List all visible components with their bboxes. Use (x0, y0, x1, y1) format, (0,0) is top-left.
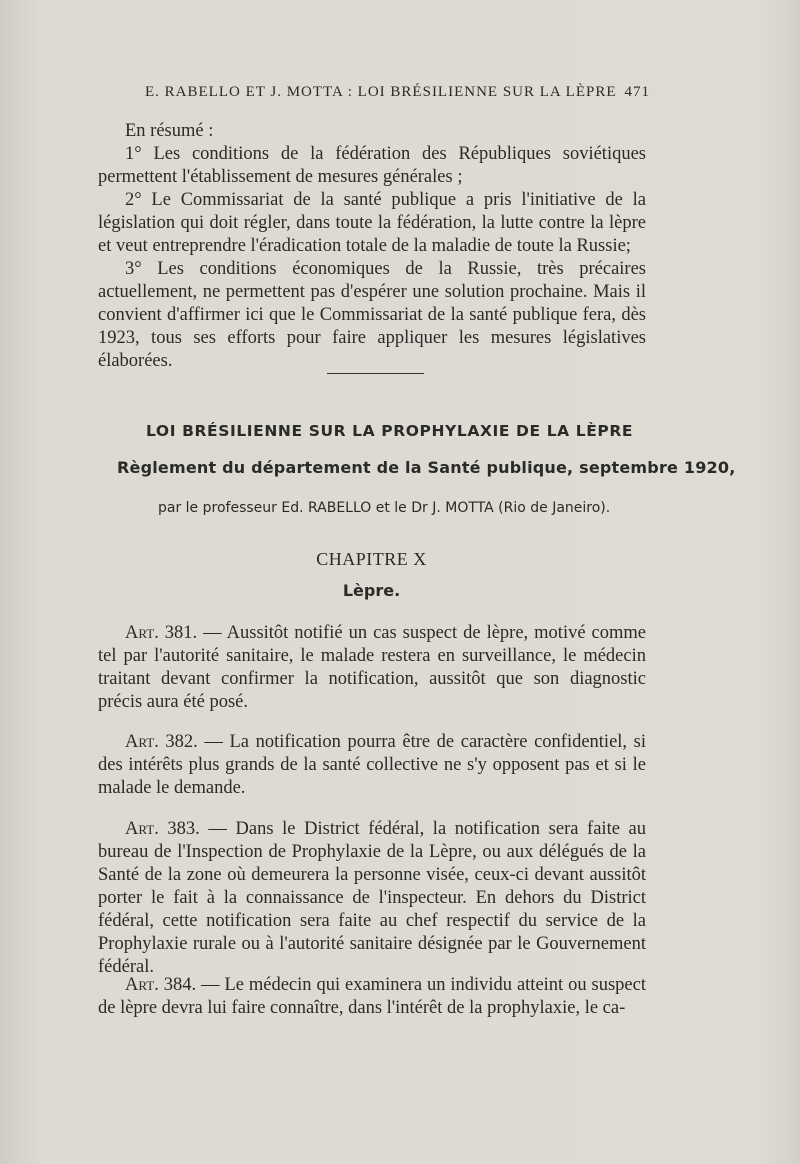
chapter-title: CHAPITRE X (316, 549, 427, 569)
article-383 (98, 818, 646, 979)
article-text: — La notification pourra être de caractère confidentiel, si des intérêts plus grands de la santé collective ne s'y opposent pas et si le malade le demande. (98, 732, 646, 798)
summary-item: 2° Le Commissariat de la santé publique a pris l'initiative de la législation qui doit régler, dans toute la fédération, la lutte contre la lèpre et veut entreprendre l'éradication totale de la maladie de toute la Russie; (98, 190, 646, 256)
summary-block (98, 120, 646, 373)
article-381 (98, 622, 646, 714)
section-authors: par le professeur Ed. RABELLO et le Dr J. MOTTA (Rio de Janeiro). (158, 500, 611, 516)
summary-item: 1° Les conditions de la fédération des Républiques soviétiques permettent l'établissement de mesures générales ; (98, 144, 646, 187)
article-384 (98, 974, 646, 1020)
section-subtitle: Règlement du département de la Santé publique, septembre 1920, (117, 458, 736, 477)
running-title: E. RABELLO ET J. MOTTA : LOI BRÉSILIENNE SUR LA LÈPRE (145, 84, 617, 100)
article-label: Art. 381. (125, 623, 198, 643)
section-divider (327, 373, 424, 374)
page-number: 471 (624, 84, 650, 100)
summary-intro: En résumé : (125, 121, 214, 141)
chapter-subtitle: Lèpre. (342, 581, 401, 600)
article-text: — Le médecin qui examinera un individu atteint ou suspect de lèpre devra lui faire connaître, dans l'intérêt de la prophylaxie, le ca- (98, 975, 646, 1018)
summary-item: 3° Les conditions économiques de la Russie, très précaires actuellement, ne permettent pas d'espérer une solution prochaine. Mais il convient d'affirmer ici que le Commissariat de la santé publique fera, dès 1923, tous ses efforts pour faire appliquer les mesures législatives élaborées. (98, 259, 646, 371)
article-text: — Aussitôt notifié un cas suspect de lèpre, motivé comme tel par l'autorité sanitaire, le malade restera en surveillance, le médecin traitant devant confirmer la notification, aussitôt que son diagnostic précis aura été posé. (98, 623, 646, 712)
section-title: LOI BRÉSILIENNE SUR LA PROPHYLAXIE DE LA LÈPRE (146, 422, 634, 440)
article-label: Art. 383. (125, 819, 200, 839)
article-label: Art. 384. (125, 975, 197, 995)
article-382 (98, 731, 646, 800)
article-text: — Dans le District fédéral, la notification sera faite au bureau de l'Inspection de Prophylaxie de la Lèpre, ou aux délégués de la Santé de la zone où demeurera la personne visée, ceux-ci devant aussitôt porter le fait à la connaissance de l'inspecteur. En dehors du District fédéral, cette notification sera faite au chef respectif du service de la Prophylaxie rurale ou à l'autorité sanitaire désignée par le Gouvernement fédéral. (98, 819, 646, 977)
article-label: Art. 382. (125, 732, 198, 752)
